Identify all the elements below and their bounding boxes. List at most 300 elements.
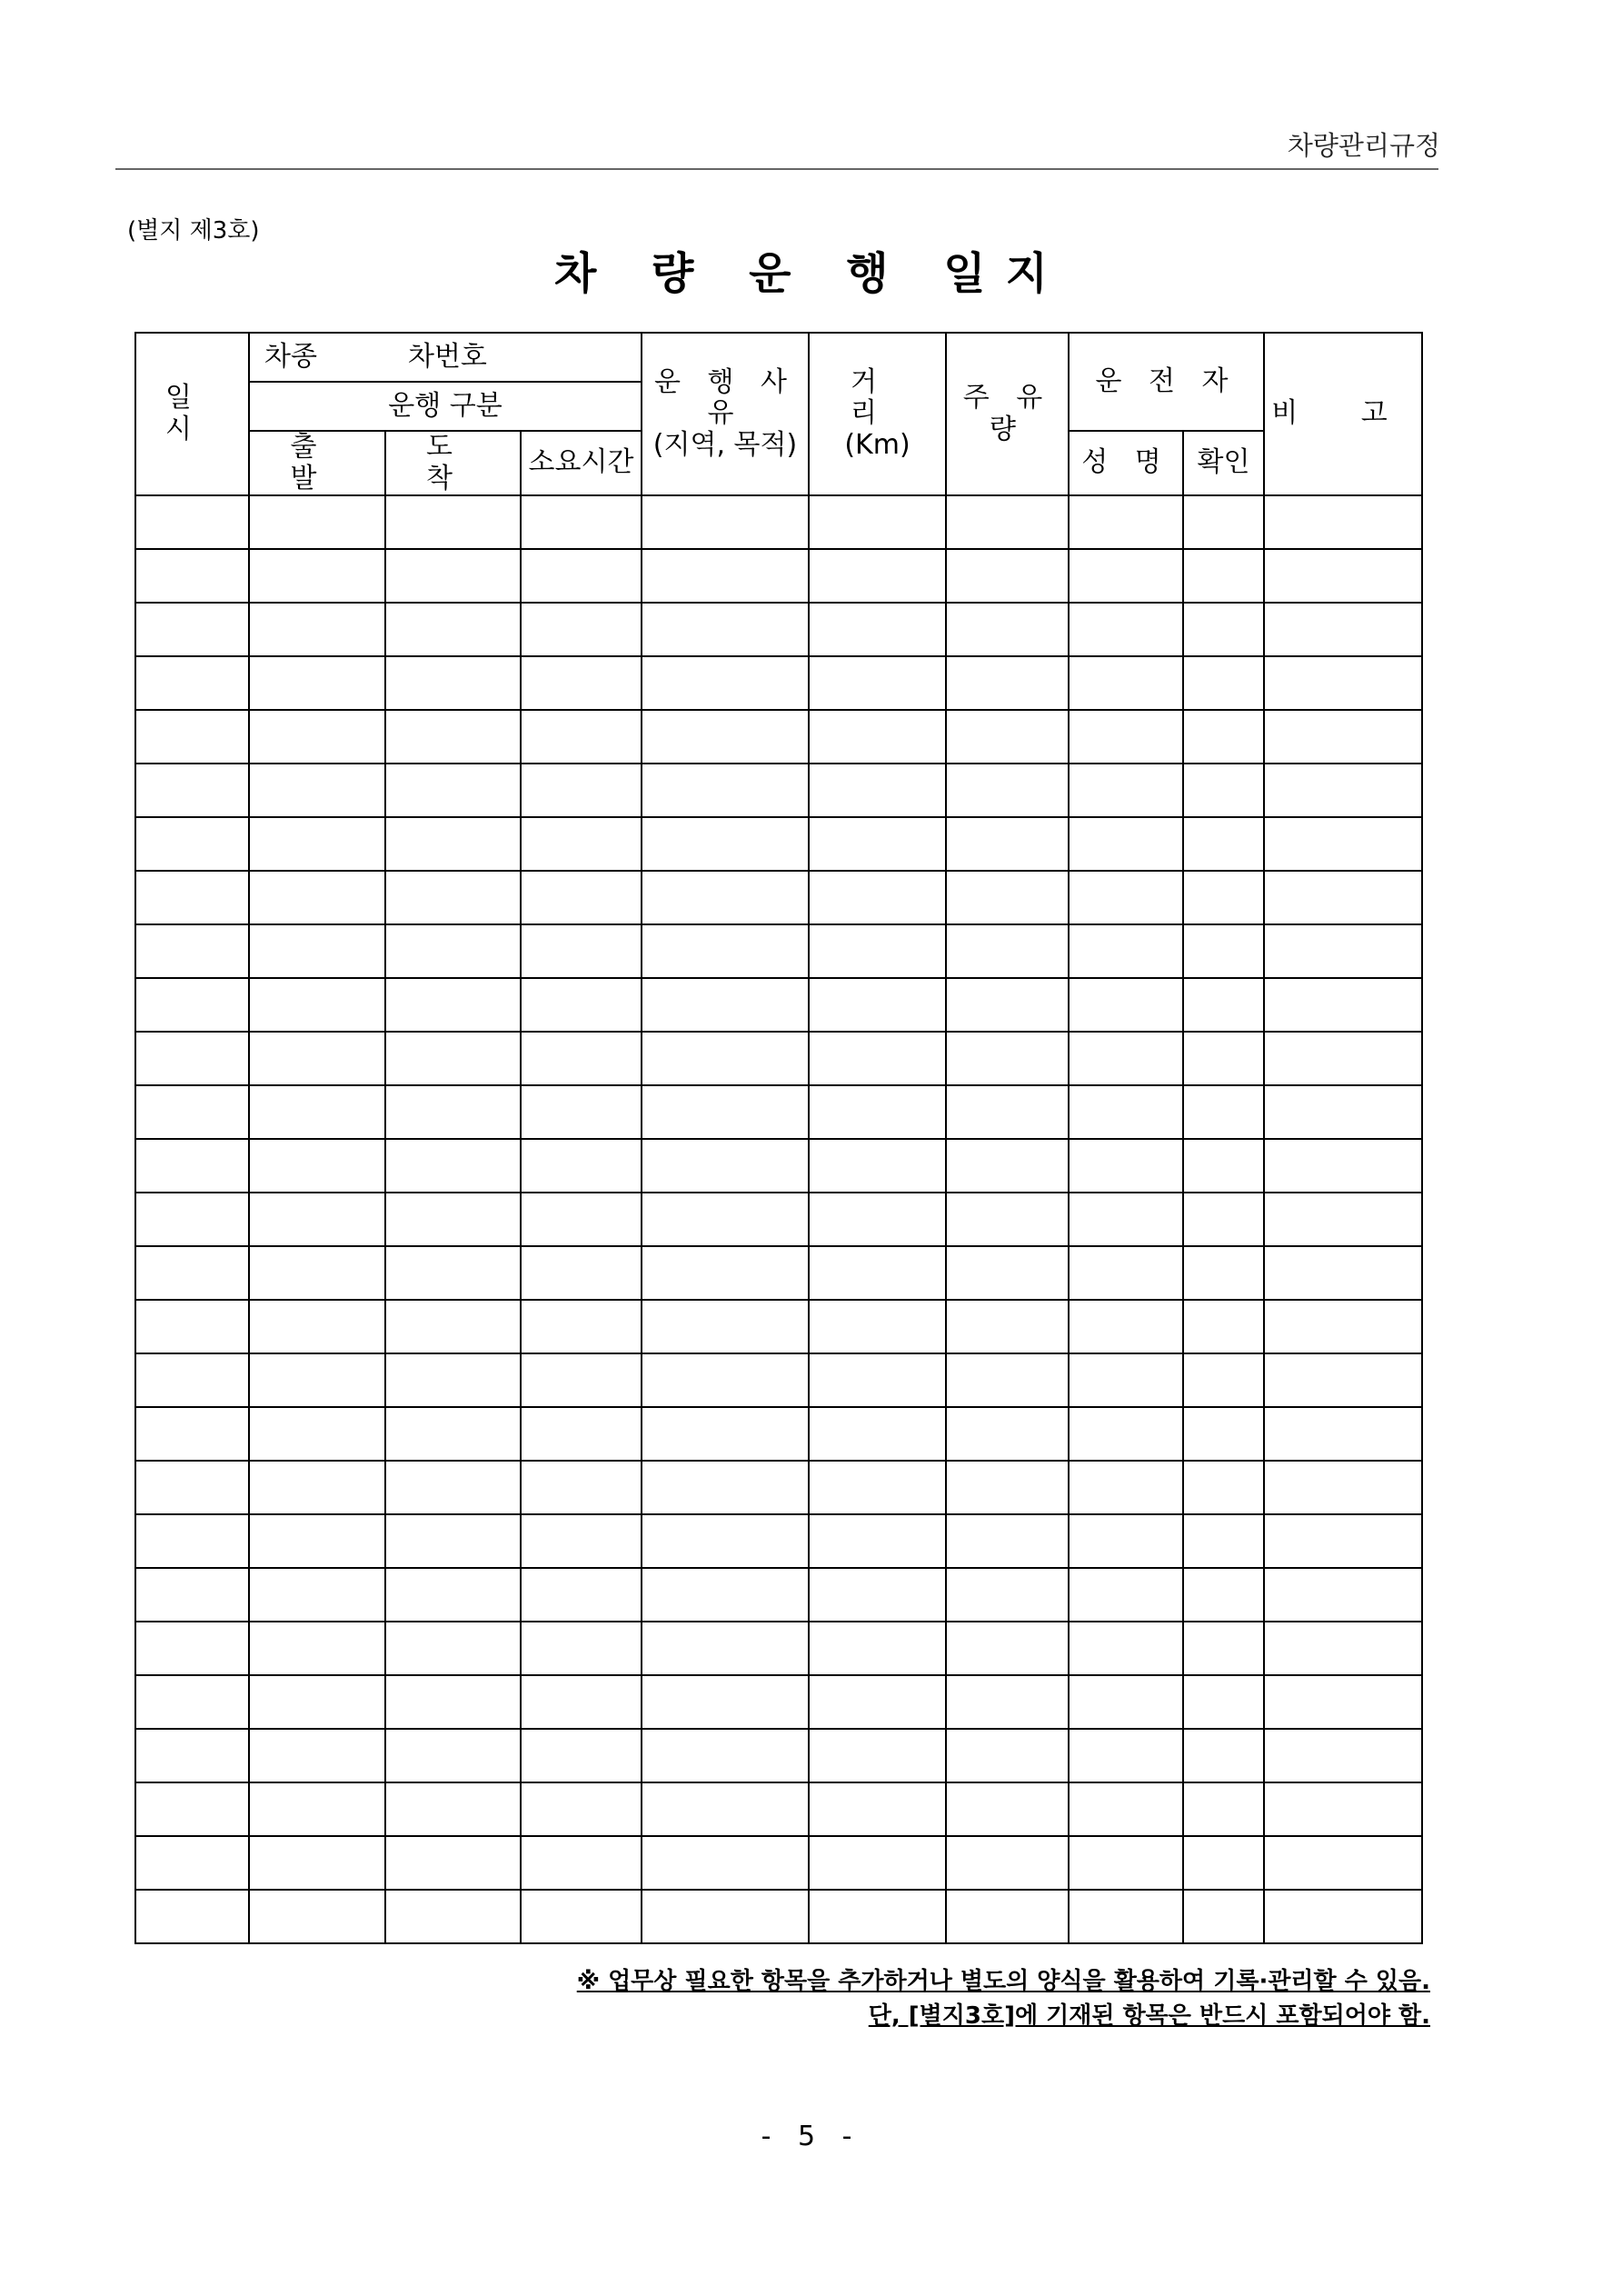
header-driver-confirm <box>1183 431 1264 495</box>
cell-departure[interactable] <box>249 871 385 924</box>
cell-departure[interactable] <box>249 1514 385 1568</box>
cell-arrival[interactable] <box>385 764 521 817</box>
cell-arrival[interactable] <box>385 924 521 978</box>
cell-duration[interactable] <box>521 1675 642 1729</box>
cell-distance[interactable] <box>809 1675 946 1729</box>
cell-fuel[interactable] <box>946 1836 1069 1890</box>
cell-arrival[interactable] <box>385 1139 521 1193</box>
cell-driver-name[interactable] <box>1069 1514 1183 1568</box>
cell-date[interactable] <box>135 1568 249 1622</box>
cell-driver-confirm[interactable] <box>1183 1568 1264 1622</box>
cell-date[interactable] <box>135 764 249 817</box>
cell-remarks[interactable] <box>1264 817 1422 871</box>
cell-driver-name[interactable] <box>1069 1032 1183 1085</box>
table-row <box>135 549 1422 603</box>
cell-reason[interactable] <box>642 1139 809 1193</box>
cell-remarks[interactable] <box>1264 924 1422 978</box>
cell-fuel[interactable] <box>946 549 1069 603</box>
cell-departure[interactable] <box>249 1675 385 1729</box>
table-row <box>135 1085 1422 1139</box>
cell-arrival[interactable] <box>385 549 521 603</box>
cell-date[interactable] <box>135 549 249 603</box>
cell-departure[interactable] <box>249 1139 385 1193</box>
cell-reason[interactable] <box>642 603 809 656</box>
cell-reason[interactable] <box>642 710 809 764</box>
cell-departure[interactable] <box>249 549 385 603</box>
cell-duration[interactable] <box>521 1890 642 1943</box>
cell-date[interactable] <box>135 603 249 656</box>
cell-reason[interactable] <box>642 1353 809 1407</box>
cell-reason[interactable] <box>642 1085 809 1139</box>
header-arrival-label: 도 착 <box>426 431 480 494</box>
cell-duration[interactable] <box>521 978 642 1032</box>
cell-driver-confirm[interactable] <box>1183 1300 1264 1353</box>
cell-distance[interactable] <box>809 1246 946 1300</box>
cell-duration[interactable] <box>521 495 642 549</box>
cell-distance[interactable] <box>809 978 946 1032</box>
cell-duration[interactable] <box>521 603 642 656</box>
cell-driver-confirm[interactable] <box>1183 1622 1264 1675</box>
cell-duration[interactable] <box>521 924 642 978</box>
cell-fuel[interactable] <box>946 1461 1069 1514</box>
cell-date[interactable] <box>135 871 249 924</box>
cell-driver-confirm[interactable] <box>1183 1193 1264 1246</box>
cell-reason[interactable] <box>642 1461 809 1514</box>
cell-remarks[interactable] <box>1264 710 1422 764</box>
cell-distance[interactable] <box>809 1193 946 1246</box>
cell-reason[interactable] <box>642 1300 809 1353</box>
cell-reason[interactable] <box>642 1407 809 1461</box>
cell-driver-name[interactable] <box>1069 656 1183 710</box>
vehicle-log-table <box>134 332 1423 1944</box>
cell-driver-name[interactable] <box>1069 549 1183 603</box>
cell-remarks[interactable] <box>1264 1193 1422 1246</box>
cell-duration[interactable] <box>521 1032 642 1085</box>
cell-arrival[interactable] <box>385 817 521 871</box>
cell-date[interactable] <box>135 1622 249 1675</box>
cell-duration[interactable] <box>521 817 642 871</box>
cell-distance[interactable] <box>809 764 946 817</box>
cell-duration[interactable] <box>521 656 642 710</box>
cell-duration[interactable] <box>521 1622 642 1675</box>
header-remarks-label: 비 고 <box>1271 397 1415 430</box>
cell-duration[interactable] <box>521 1782 642 1836</box>
cell-arrival[interactable] <box>385 1461 521 1514</box>
cell-arrival[interactable] <box>385 1246 521 1300</box>
header-driver-label: 운 전 자 <box>1095 364 1238 397</box>
cell-fuel[interactable] <box>946 495 1069 549</box>
cell-distance[interactable] <box>809 1836 946 1890</box>
cell-reason[interactable] <box>642 764 809 817</box>
cell-distance[interactable] <box>809 1139 946 1193</box>
cell-departure[interactable] <box>249 1782 385 1836</box>
cell-remarks[interactable] <box>1264 1782 1422 1836</box>
cell-fuel[interactable] <box>946 1246 1069 1300</box>
header-arrival <box>385 431 521 495</box>
cell-fuel[interactable] <box>946 710 1069 764</box>
cell-date[interactable] <box>135 1836 249 1890</box>
cell-fuel[interactable] <box>946 1890 1069 1943</box>
cell-duration[interactable] <box>521 549 642 603</box>
cell-date[interactable] <box>135 1890 249 1943</box>
cell-departure[interactable] <box>249 710 385 764</box>
table-row <box>135 1729 1422 1782</box>
cell-arrival[interactable] <box>385 1407 521 1461</box>
cell-driver-name[interactable] <box>1069 1568 1183 1622</box>
cell-distance[interactable] <box>809 1353 946 1407</box>
cell-driver-confirm[interactable] <box>1183 1782 1264 1836</box>
cell-departure[interactable] <box>249 1032 385 1085</box>
cell-reason[interactable] <box>642 924 809 978</box>
cell-remarks[interactable] <box>1264 1514 1422 1568</box>
cell-reason[interactable] <box>642 1675 809 1729</box>
cell-remarks[interactable] <box>1264 1085 1422 1139</box>
cell-driver-name[interactable] <box>1069 764 1183 817</box>
cell-remarks[interactable] <box>1264 1622 1422 1675</box>
cell-arrival[interactable] <box>385 1085 521 1139</box>
cell-fuel[interactable] <box>946 1139 1069 1193</box>
page-title: 차 량 운 행 일지 <box>553 248 1069 299</box>
cell-arrival[interactable] <box>385 1675 521 1729</box>
cell-date[interactable] <box>135 1139 249 1193</box>
cell-distance[interactable] <box>809 549 946 603</box>
cell-driver-confirm[interactable] <box>1183 764 1264 817</box>
cell-driver-name[interactable] <box>1069 1890 1183 1943</box>
cell-distance[interactable] <box>809 924 946 978</box>
cell-departure[interactable] <box>249 1729 385 1782</box>
cell-fuel[interactable] <box>946 1407 1069 1461</box>
cell-reason[interactable] <box>642 1193 809 1246</box>
cell-distance[interactable] <box>809 1514 946 1568</box>
cell-arrival[interactable] <box>385 1300 521 1353</box>
cell-driver-confirm[interactable] <box>1183 1139 1264 1193</box>
header-distance <box>809 333 946 495</box>
cell-departure[interactable] <box>249 1246 385 1300</box>
cell-remarks[interactable] <box>1264 1407 1422 1461</box>
cell-distance[interactable] <box>809 1300 946 1353</box>
cell-fuel[interactable] <box>946 978 1069 1032</box>
cell-driver-name[interactable] <box>1069 978 1183 1032</box>
header-reason-line2: (지역, 목적) <box>652 428 798 461</box>
cell-distance[interactable] <box>809 1407 946 1461</box>
cell-driver-confirm[interactable] <box>1183 1032 1264 1085</box>
cell-driver-name[interactable] <box>1069 817 1183 871</box>
cell-driver-name[interactable] <box>1069 1407 1183 1461</box>
cell-reason[interactable] <box>642 1032 809 1085</box>
cell-remarks[interactable] <box>1264 656 1422 710</box>
usage-note <box>577 1965 1430 2033</box>
cell-date[interactable] <box>135 656 249 710</box>
header-run-category-label: 운행 구분 <box>388 389 503 422</box>
cell-date[interactable] <box>135 1461 249 1514</box>
cell-driver-confirm[interactable] <box>1183 1729 1264 1782</box>
cell-duration[interactable] <box>521 871 642 924</box>
cell-remarks[interactable] <box>1264 764 1422 817</box>
table-row <box>135 1782 1422 1836</box>
cell-reason[interactable] <box>642 1246 809 1300</box>
table-row <box>135 1514 1422 1568</box>
cell-arrival[interactable] <box>385 1514 521 1568</box>
cell-reason[interactable] <box>642 1836 809 1890</box>
cell-driver-confirm[interactable] <box>1183 1353 1264 1407</box>
cell-driver-name[interactable] <box>1069 1622 1183 1675</box>
cell-duration[interactable] <box>521 1461 642 1514</box>
cell-duration[interactable] <box>521 710 642 764</box>
cell-distance[interactable] <box>809 817 946 871</box>
cell-fuel[interactable] <box>946 1353 1069 1407</box>
cell-driver-confirm[interactable] <box>1183 1836 1264 1890</box>
cell-date[interactable] <box>135 978 249 1032</box>
cell-departure[interactable] <box>249 1300 385 1353</box>
cell-arrival[interactable] <box>385 871 521 924</box>
cell-duration[interactable] <box>521 1085 642 1139</box>
cell-departure[interactable] <box>249 1622 385 1675</box>
cell-date[interactable] <box>135 817 249 871</box>
cell-driver-confirm[interactable] <box>1183 1675 1264 1729</box>
cell-departure[interactable] <box>249 495 385 549</box>
cell-remarks[interactable] <box>1264 978 1422 1032</box>
cell-remarks[interactable] <box>1264 495 1422 549</box>
cell-remarks[interactable] <box>1264 1353 1422 1407</box>
page-number: - 5 - <box>761 2121 861 2152</box>
cell-remarks[interactable] <box>1264 1890 1422 1943</box>
cell-date[interactable] <box>135 1782 249 1836</box>
cell-reason[interactable] <box>642 1514 809 1568</box>
cell-arrival[interactable] <box>385 1729 521 1782</box>
cell-distance[interactable] <box>809 656 946 710</box>
cell-distance[interactable] <box>809 1622 946 1675</box>
cell-arrival[interactable] <box>385 1836 521 1890</box>
cell-distance[interactable] <box>809 495 946 549</box>
cell-date[interactable] <box>135 1353 249 1407</box>
cell-remarks[interactable] <box>1264 1568 1422 1622</box>
cell-fuel[interactable] <box>946 1675 1069 1729</box>
cell-driver-name[interactable] <box>1069 1353 1183 1407</box>
cell-driver-confirm[interactable] <box>1183 1461 1264 1514</box>
header-remarks <box>1264 333 1422 495</box>
header-duration-label: 소요시간 <box>528 446 634 479</box>
cell-duration[interactable] <box>521 1139 642 1193</box>
cell-arrival[interactable] <box>385 1032 521 1085</box>
cell-driver-name[interactable] <box>1069 1836 1183 1890</box>
table-row <box>135 1675 1422 1729</box>
cell-driver-name[interactable] <box>1069 710 1183 764</box>
cell-driver-confirm[interactable] <box>1183 817 1264 871</box>
cell-driver-name[interactable] <box>1069 603 1183 656</box>
cell-fuel[interactable] <box>946 1032 1069 1085</box>
cell-arrival[interactable] <box>385 1353 521 1407</box>
cell-reason[interactable] <box>642 1729 809 1782</box>
cell-driver-confirm[interactable] <box>1183 603 1264 656</box>
cell-driver-name[interactable] <box>1069 1246 1183 1300</box>
cell-fuel[interactable] <box>946 1729 1069 1782</box>
cell-date[interactable] <box>135 710 249 764</box>
table-row <box>135 817 1422 871</box>
cell-remarks[interactable] <box>1264 1246 1422 1300</box>
cell-duration[interactable] <box>521 1514 642 1568</box>
cell-remarks[interactable] <box>1264 1139 1422 1193</box>
cell-departure[interactable] <box>249 1568 385 1622</box>
cell-fuel[interactable] <box>946 1568 1069 1622</box>
cell-date[interactable] <box>135 1193 249 1246</box>
cell-reason[interactable] <box>642 1622 809 1675</box>
cell-fuel[interactable] <box>946 1300 1069 1353</box>
cell-reason[interactable] <box>642 871 809 924</box>
usage-note-line2: 단, [별지3호]에 기재된 항목은 반드시 포함되어야 함. <box>868 2002 1430 2030</box>
cell-date[interactable] <box>135 1246 249 1300</box>
cell-reason[interactable] <box>642 978 809 1032</box>
cell-distance[interactable] <box>809 1461 946 1514</box>
cell-driver-confirm[interactable] <box>1183 549 1264 603</box>
cell-duration[interactable] <box>521 1300 642 1353</box>
header-driver-confirm-label: 확인 <box>1197 446 1250 479</box>
cell-departure[interactable] <box>249 978 385 1032</box>
cell-driver-name[interactable] <box>1069 1085 1183 1139</box>
cell-driver-name[interactable] <box>1069 495 1183 549</box>
cell-driver-confirm[interactable] <box>1183 1085 1264 1139</box>
cell-distance[interactable] <box>809 603 946 656</box>
cell-driver-confirm[interactable] <box>1183 710 1264 764</box>
cell-remarks[interactable] <box>1264 1300 1422 1353</box>
cell-driver-name[interactable] <box>1069 1300 1183 1353</box>
cell-distance[interactable] <box>809 1890 946 1943</box>
cell-remarks[interactable] <box>1264 1032 1422 1085</box>
cell-reason[interactable] <box>642 549 809 603</box>
cell-remarks[interactable] <box>1264 1729 1422 1782</box>
cell-fuel[interactable] <box>946 764 1069 817</box>
cell-date[interactable] <box>135 1032 249 1085</box>
table-row <box>135 1300 1422 1353</box>
cell-remarks[interactable] <box>1264 603 1422 656</box>
cell-distance[interactable] <box>809 871 946 924</box>
cell-arrival[interactable] <box>385 495 521 549</box>
cell-remarks[interactable] <box>1264 549 1422 603</box>
cell-driver-name[interactable] <box>1069 924 1183 978</box>
cell-fuel[interactable] <box>946 871 1069 924</box>
cell-departure[interactable] <box>249 1353 385 1407</box>
cell-arrival[interactable] <box>385 656 521 710</box>
cell-arrival[interactable] <box>385 603 521 656</box>
cell-distance[interactable] <box>809 1729 946 1782</box>
cell-arrival[interactable] <box>385 1622 521 1675</box>
cell-arrival[interactable] <box>385 978 521 1032</box>
header-distance-line2: (Km) <box>844 428 911 461</box>
cell-date[interactable] <box>135 495 249 549</box>
cell-driver-confirm[interactable] <box>1183 871 1264 924</box>
cell-duration[interactable] <box>521 1246 642 1300</box>
cell-reason[interactable] <box>642 495 809 549</box>
cell-distance[interactable] <box>809 1568 946 1622</box>
cell-remarks[interactable] <box>1264 1836 1422 1890</box>
cell-fuel[interactable] <box>946 817 1069 871</box>
cell-driver-confirm[interactable] <box>1183 495 1264 549</box>
table-row <box>135 1139 1422 1193</box>
cell-duration[interactable] <box>521 1836 642 1890</box>
cell-arrival[interactable] <box>385 1568 521 1622</box>
cell-reason[interactable] <box>642 1568 809 1622</box>
header-driver-name-label: 성 명 <box>1081 446 1170 479</box>
table-row <box>135 871 1422 924</box>
cell-fuel[interactable] <box>946 603 1069 656</box>
cell-arrival[interactable] <box>385 1193 521 1246</box>
cell-departure[interactable] <box>249 1461 385 1514</box>
cell-remarks[interactable] <box>1264 1675 1422 1729</box>
cell-driver-name[interactable] <box>1069 1193 1183 1246</box>
cell-reason[interactable] <box>642 1782 809 1836</box>
cell-driver-name[interactable] <box>1069 1139 1183 1193</box>
cell-distance[interactable] <box>809 710 946 764</box>
cell-reason[interactable] <box>642 817 809 871</box>
cell-distance[interactable] <box>809 1782 946 1836</box>
cell-reason[interactable] <box>642 1890 809 1943</box>
cell-date[interactable] <box>135 1085 249 1139</box>
cell-driver-name[interactable] <box>1069 1675 1183 1729</box>
cell-reason[interactable] <box>642 656 809 710</box>
cell-duration[interactable] <box>521 764 642 817</box>
cell-driver-confirm[interactable] <box>1183 1514 1264 1568</box>
cell-departure[interactable] <box>249 1085 385 1139</box>
cell-driver-name[interactable] <box>1069 1782 1183 1836</box>
cell-departure[interactable] <box>249 1836 385 1890</box>
cell-fuel[interactable] <box>946 1085 1069 1139</box>
cell-driver-name[interactable] <box>1069 871 1183 924</box>
cell-duration[interactable] <box>521 1729 642 1782</box>
cell-departure[interactable] <box>249 1407 385 1461</box>
cell-departure[interactable] <box>249 656 385 710</box>
cell-duration[interactable] <box>521 1193 642 1246</box>
cell-distance[interactable] <box>809 1085 946 1139</box>
cell-duration[interactable] <box>521 1353 642 1407</box>
header-reason-line1: 운 행 사 유 <box>653 365 796 430</box>
cell-departure[interactable] <box>249 924 385 978</box>
cell-departure[interactable] <box>249 1193 385 1246</box>
cell-fuel[interactable] <box>946 1514 1069 1568</box>
cell-date[interactable] <box>135 1675 249 1729</box>
cell-fuel[interactable] <box>946 1622 1069 1675</box>
cell-date[interactable] <box>135 1514 249 1568</box>
cell-driver-name[interactable] <box>1069 1729 1183 1782</box>
cell-driver-name[interactable] <box>1069 1461 1183 1514</box>
cell-date[interactable] <box>135 1729 249 1782</box>
header-date <box>135 333 249 495</box>
cell-driver-confirm[interactable] <box>1183 656 1264 710</box>
cell-duration[interactable] <box>521 1568 642 1622</box>
cell-fuel[interactable] <box>946 656 1069 710</box>
cell-driver-confirm[interactable] <box>1183 1890 1264 1943</box>
cell-driver-confirm[interactable] <box>1183 924 1264 978</box>
cell-date[interactable] <box>135 1300 249 1353</box>
cell-fuel[interactable] <box>946 924 1069 978</box>
cell-departure[interactable] <box>249 817 385 871</box>
cell-distance[interactable] <box>809 1032 946 1085</box>
cell-arrival[interactable] <box>385 710 521 764</box>
cell-driver-confirm[interactable] <box>1183 1246 1264 1300</box>
cell-fuel[interactable] <box>946 1193 1069 1246</box>
cell-remarks[interactable] <box>1264 871 1422 924</box>
cell-arrival[interactable] <box>385 1782 521 1836</box>
cell-departure[interactable] <box>249 1890 385 1943</box>
cell-driver-confirm[interactable] <box>1183 1407 1264 1461</box>
cell-arrival[interactable] <box>385 1890 521 1943</box>
cell-date[interactable] <box>135 1407 249 1461</box>
cell-driver-confirm[interactable] <box>1183 978 1264 1032</box>
cell-duration[interactable] <box>521 1407 642 1461</box>
cell-remarks[interactable] <box>1264 1461 1422 1514</box>
cell-departure[interactable] <box>249 603 385 656</box>
cell-departure[interactable] <box>249 764 385 817</box>
cell-fuel[interactable] <box>946 1782 1069 1836</box>
cell-date[interactable] <box>135 924 249 978</box>
